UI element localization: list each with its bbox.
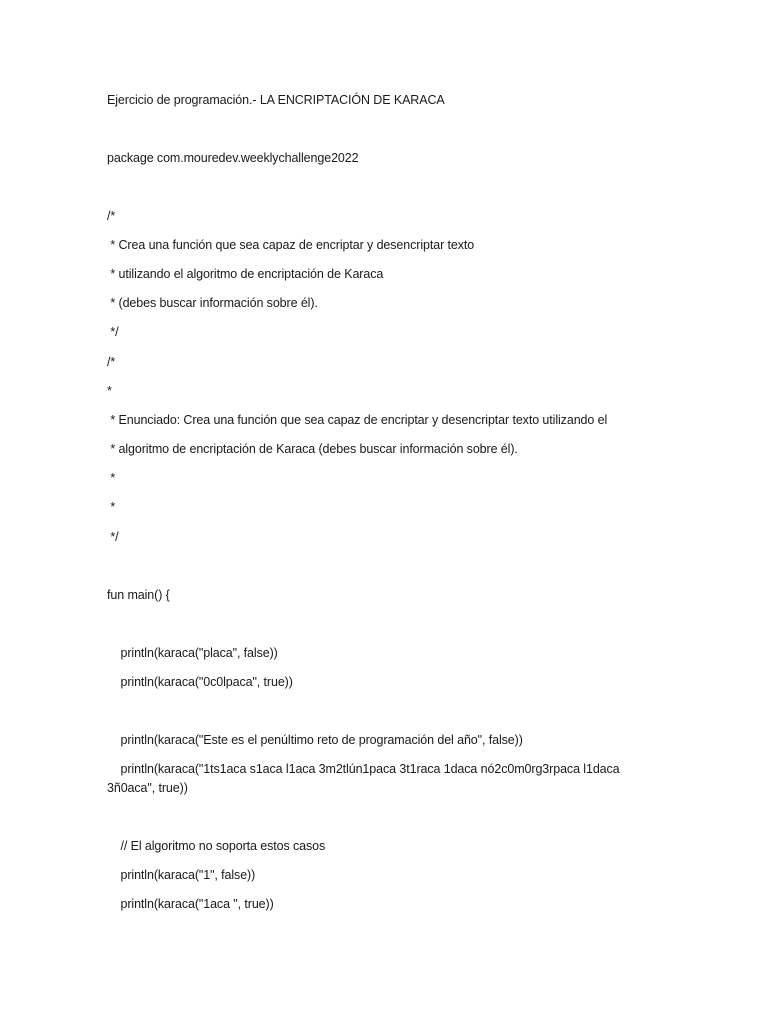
code-line: println(karaca("1", false)) [107, 868, 256, 882]
code-line: println(karaca("0c0lpaca", true)) [107, 675, 293, 689]
code-line: /* [107, 209, 116, 223]
code-line: println(karaca("1ts1aca s1aca l1aca 3m2tlún1paca 3t1raca 1daca nó2c0m0rg3rpaca l1daca 3ñ0aca", true)) [107, 762, 620, 795]
document-title: Ejercicio de programación.- LA ENCRIPTACIÓN DE KARACA [107, 93, 445, 107]
code-line: println(karaca("Este es el penúltimo reto de programación del año", false)) [107, 733, 523, 747]
code-line: /* [107, 355, 116, 369]
code-line: * [107, 500, 116, 514]
code-line: * (debes buscar información sobre él). [107, 296, 318, 310]
code-line: package com.mouredev.weeklychallenge2022 [107, 151, 359, 165]
code-line: * Enunciado: Crea una función que sea capaz de encriptar y desencriptar texto utilizando el [107, 413, 608, 427]
code-line: */ [107, 325, 119, 339]
code-line: * algoritmo de encriptación de Karaca (debes buscar información sobre él). [107, 442, 518, 456]
code-line: * [107, 384, 112, 398]
code-line: * [107, 471, 116, 485]
code-line: println(karaca("placa", false)) [107, 646, 278, 660]
code-line: * Crea una función que sea capaz de encriptar y desencriptar texto [107, 238, 475, 252]
code-line: println(karaca("1aca ", true)) [107, 897, 274, 911]
code-comment: // El algoritmo no soporta estos casos [107, 839, 326, 853]
code-line: fun main() { [107, 588, 170, 602]
code-line: * utilizando el algoritmo de encriptación de Karaca [107, 267, 384, 281]
code-line: */ [107, 530, 119, 544]
